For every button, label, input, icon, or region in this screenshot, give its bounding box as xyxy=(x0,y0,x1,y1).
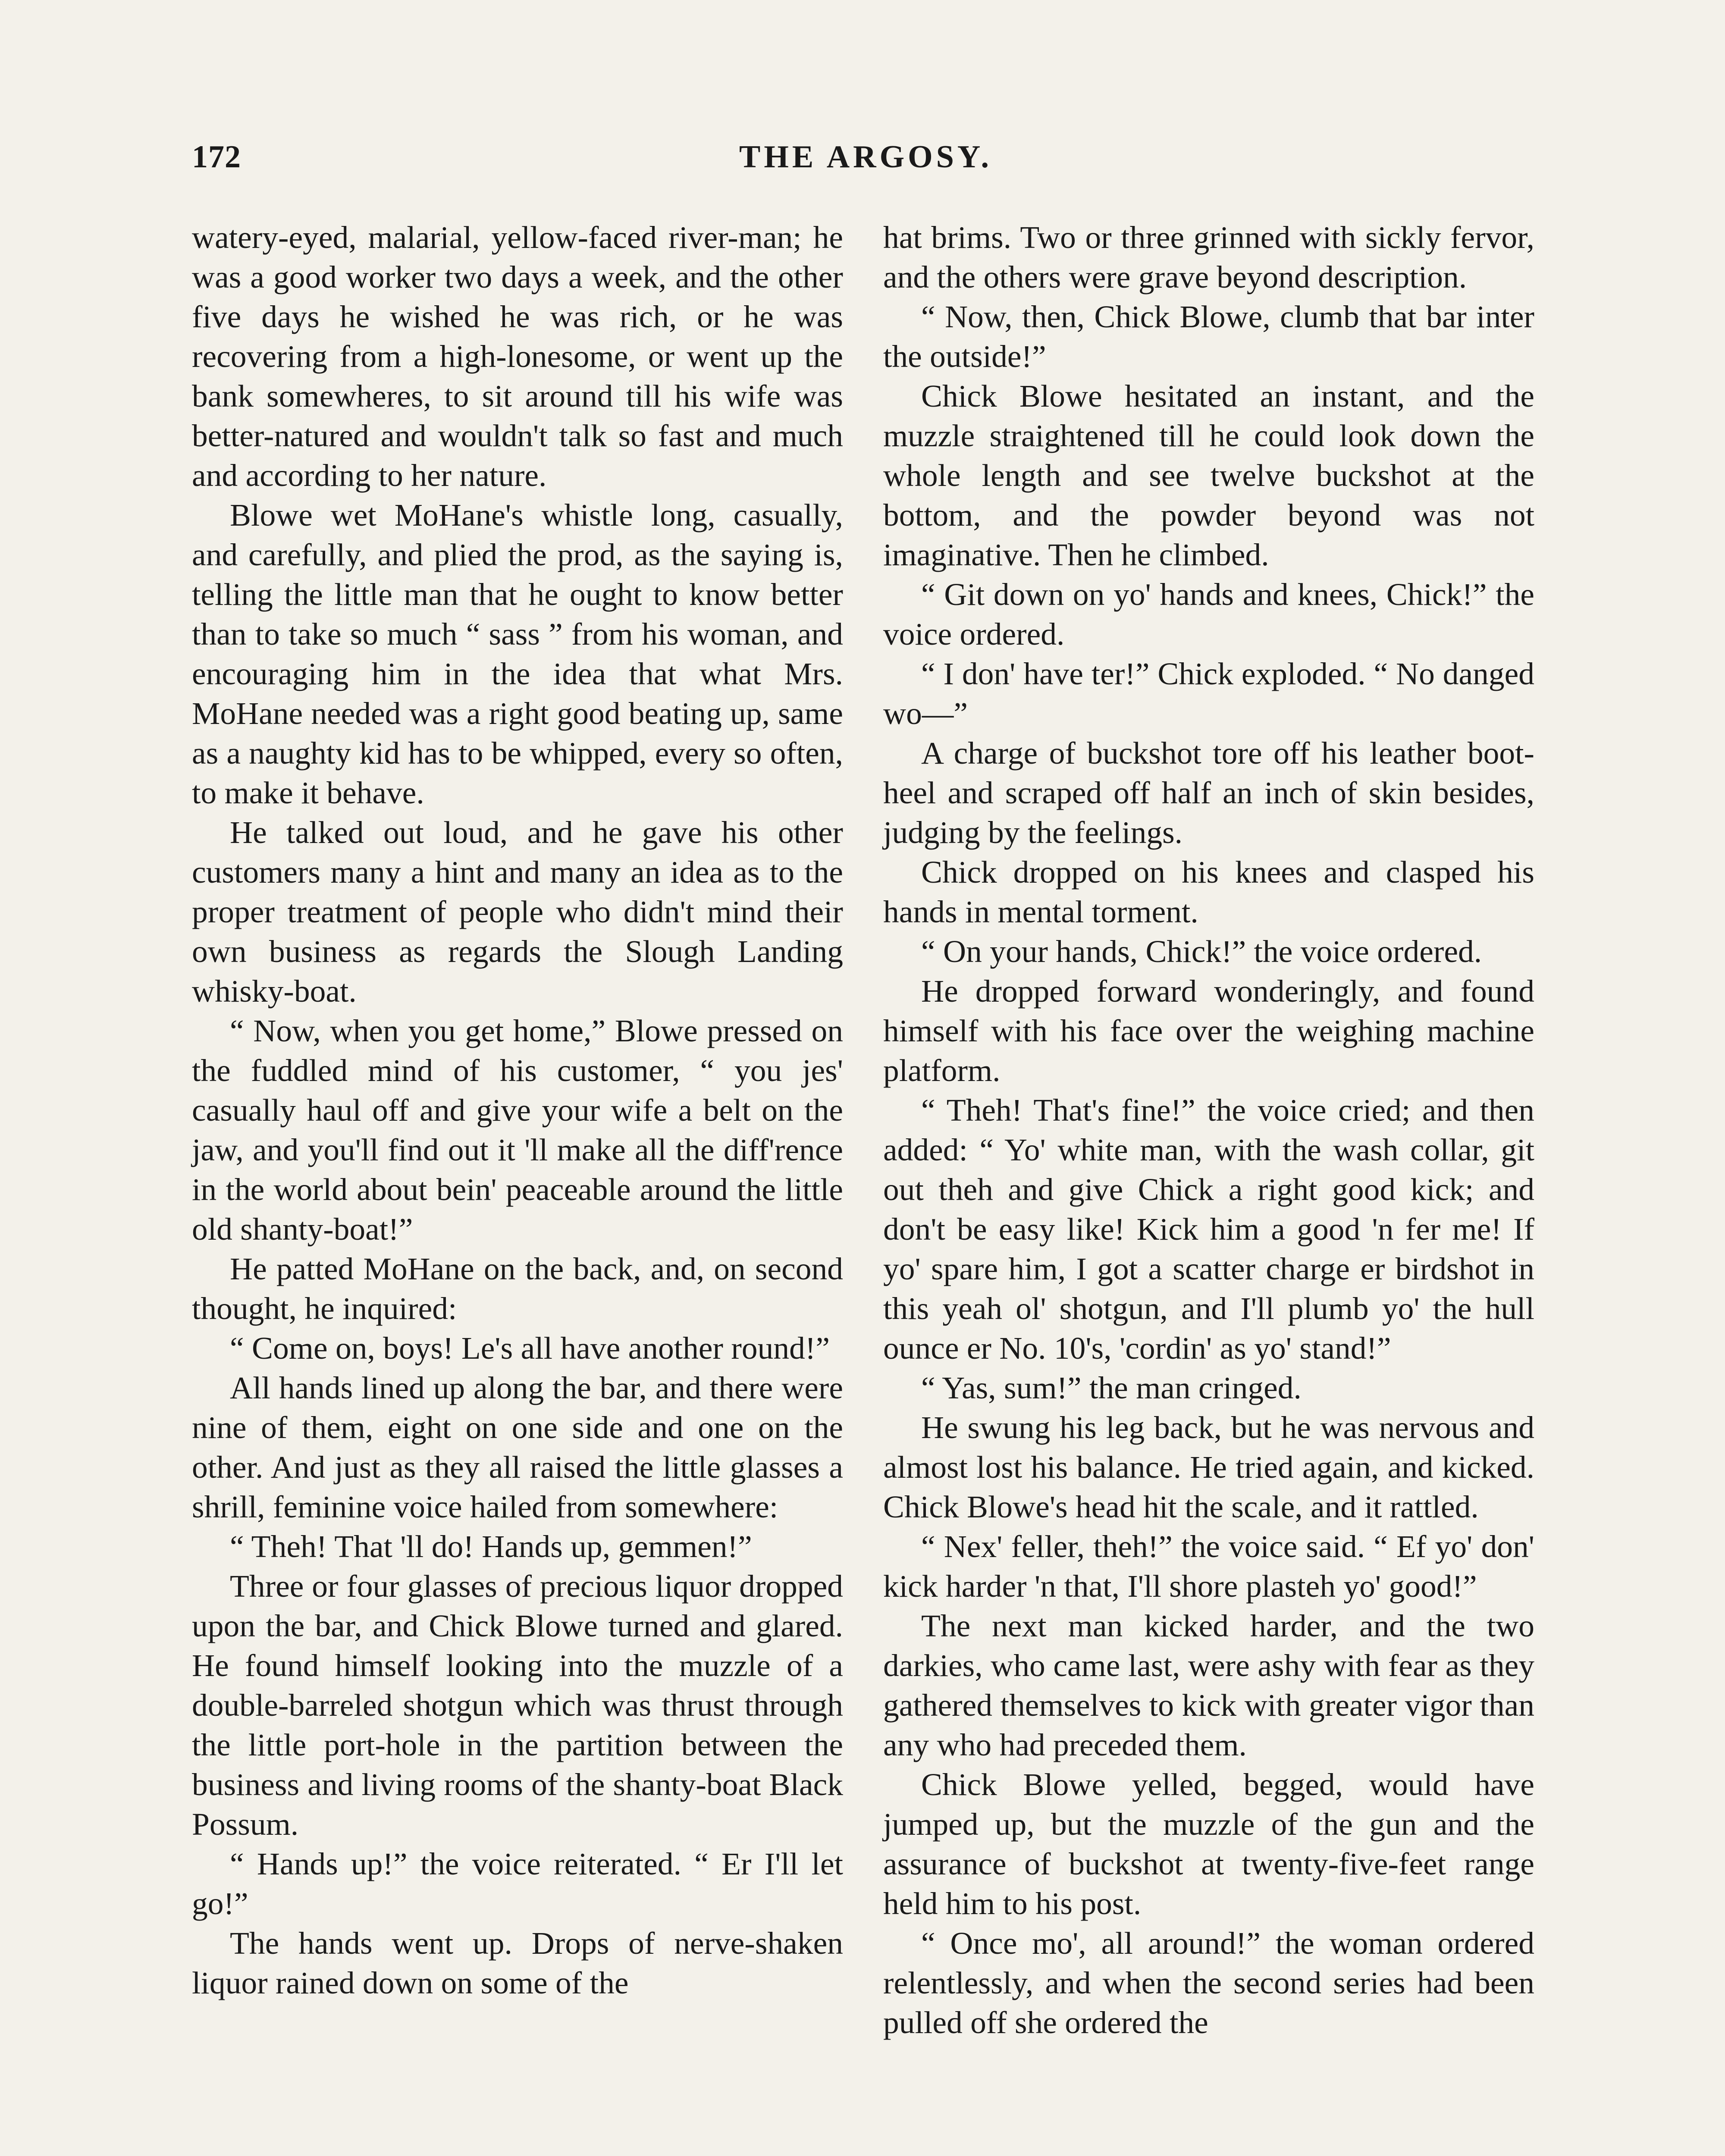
paragraph: Chick Blowe hesitated an instant, and the muzzle straightened till he could look down the whole length and see twelve buckshot at the bottom, and the powder beyond was not imaginative. Then he climbed. xyxy=(883,379,1534,572)
paragraph: “ Yas, sum!” the man cringed. xyxy=(921,1370,1302,1405)
paragraph: He dropped forward wonderingly, and found himself with his face over the weighing machine platform. xyxy=(883,974,1534,1088)
paragraph: All hands lined up along the bar, and there were nine of them, eight on one side and one on the other. And just as they all raised the little glasses a shrill, feminine voice hailed from somewhere: xyxy=(192,1370,843,1524)
paragraph: watery-eyed, malarial, yellow-faced river-man; he was a good worker two days a week, and the other five days he wished he was rich, or he was recovering from a high-lonesome, or went up the bank somewheres, to sit around till his wife was better-natured and wouldn't talk so fast and much and according to her nature. xyxy=(192,220,843,493)
paragraph: The hands went up. Drops of nerve-shaken liquor rained down on some of the xyxy=(192,1926,843,2000)
paragraph: “ Now, then, Chick Blowe, clumb that bar inter the outside!” xyxy=(883,299,1534,374)
paragraph: hat brims. Two or three grinned with sickly fervor, and the others were grave beyond description. xyxy=(883,220,1534,295)
paragraph: “ Theh! That's fine!” the voice cried; and then added: “ Yo' white man, with the wash collar, git out theh and give Chick a right good kick; and don't be easy like! Kick him a good 'n fer me! If yo' spare him, I got a scatter charge er birdshot in this yeah ol' shotgun, and I'll plumb yo' the hull ounce er No. 10's, 'cordin' as yo' stand!” xyxy=(883,1093,1534,1366)
left-column xyxy=(192,218,843,2003)
paragraph: Blowe wet MoHane's whistle long, casually, and carefully, and plied the prod, as the saying is, telling the little man that he ought to know better than to take so much “ sass ” from his woman, and encouraging him in the idea that what Mrs. MoHane needed was a right good beating up, same as a naughty kid has to be whipped, every so often, to make it behave. xyxy=(192,498,843,810)
paragraph: “ Nex' feller, theh!” the voice said. “ Ef yo' don' kick harder 'n that, I'll shore plasteh yo' good!” xyxy=(883,1529,1534,1604)
right-column xyxy=(883,218,1534,2043)
paragraph: “ On your hands, Chick!” the voice ordered. xyxy=(921,934,1482,969)
paragraph: “ Theh! That 'll do! Hands up, gemmen!” xyxy=(230,1529,752,1564)
paragraph: “ Once mo', all around!” the woman ordered relentlessly, and when the second series had been pulled off she ordered the xyxy=(883,1926,1534,2040)
paragraph: “ Git down on yo' hands and knees, Chick!” the voice ordered. xyxy=(883,577,1534,652)
running-header xyxy=(192,139,1540,186)
paragraph: “ Come on, boys! Le's all have another round!” xyxy=(230,1331,830,1366)
page-number: 172 xyxy=(192,139,241,175)
running-title: THE ARGOSY. xyxy=(739,139,992,175)
paragraph: He patted MoHane on the back, and, on second thought, he inquired: xyxy=(192,1251,843,1326)
paragraph: He talked out loud, and he gave his other customers many a hint and many an idea as to the proper treatment of people who didn't mind their own business as regards the Slough Landing whisky-boat. xyxy=(192,815,843,1009)
paragraph: Chick dropped on his knees and clasped his hands in mental torment. xyxy=(883,855,1534,929)
paragraph: He swung his leg back, but he was nervous and almost lost his balance. He tried again, and kicked. Chick Blowe's head hit the scale, and it rattled. xyxy=(883,1410,1534,1524)
paragraph: “ I don' have ter!” Chick exploded. “ No danged wo—” xyxy=(883,656,1534,731)
paragraph: A charge of buckshot tore off his leather boot-heel and scraped off half an inch of skin besides, judging by the feelings. xyxy=(883,736,1534,850)
paragraph: “ Now, when you get home,” Blowe pressed on the fuddled mind of his customer, “ you jes' casually haul off and give your wife a belt on the jaw, and you'll find out it 'll make all the diff'rence in the world about bein' peaceable around the little old shanty-boat!” xyxy=(192,1013,843,1247)
paragraph: Chick Blowe yelled, begged, would have jumped up, but the muzzle of the gun and the assurance of buckshot at twenty-five-feet range held him to his post. xyxy=(883,1767,1534,1921)
paragraph: The next man kicked harder, and the two darkies, who came last, were ashy with fear as they gathered themselves to kick with greater vigor than any who had preceded them. xyxy=(883,1608,1534,1762)
paragraph: Three or four glasses of precious liquor dropped upon the bar, and Chick Blowe turned and glared. He found himself looking into the muzzle of a double-barreled shotgun which was thrust through the little port-hole in the partition between the business and living rooms of the shanty-boat Black Possum. xyxy=(192,1569,843,1842)
paragraph: “ Hands up!” the voice reiterated. “ Er I'll let go!” xyxy=(192,1846,843,1921)
